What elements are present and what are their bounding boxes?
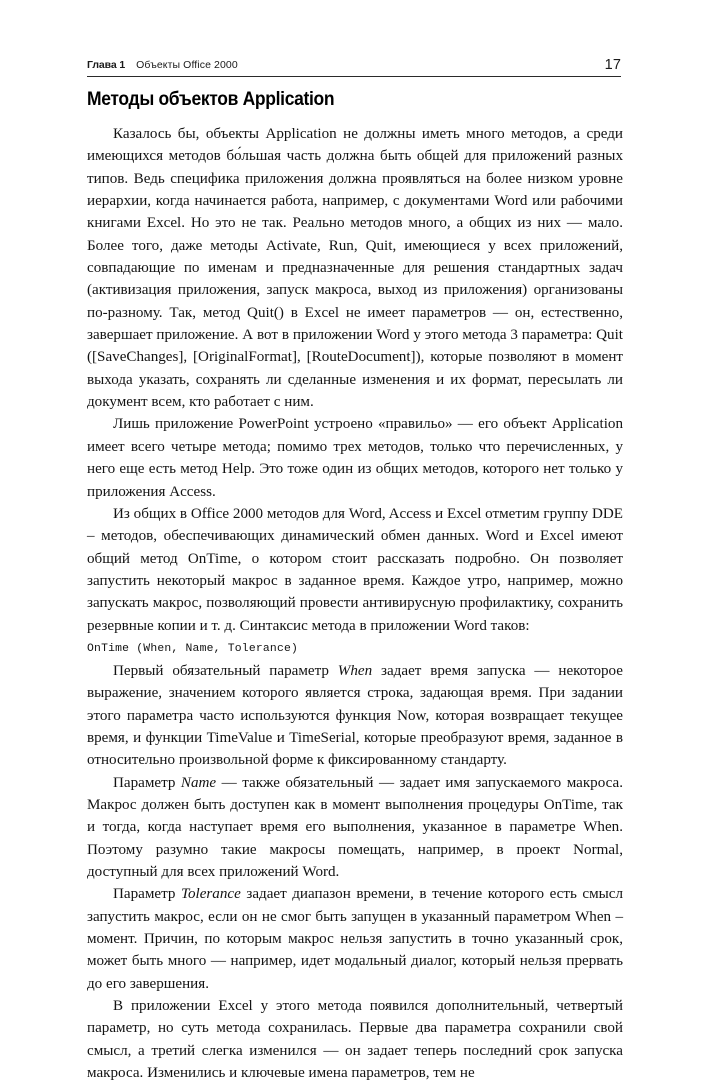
code-line: OnTime (When, Name, Tolerance) <box>87 642 299 655</box>
chapter-title: Объекты Office 2000 <box>136 59 238 71</box>
running-head <box>87 57 621 72</box>
page-number: 17 <box>604 57 621 73</box>
paragraph: Параметр Tolerance задает диапазон времени, в течение которого есть смысл запустить макрос, если он не смог быть запущен в указанный параметром When – момент. Причин, по которым макрос нельзя запустить в точно указанный срок, может быть много — например, идет модальный диалог, который нельзя прервать до его завершения. <box>87 886 623 992</box>
paragraph: Лишь приложение PowerPoint устроено «правильо» — его объект Application имеет всего четыре метода; помимо трех методов, только что перечисленных, у него еще есть метод Help. Это тоже один из общих методов, которого нет только у приложения Access. <box>87 416 623 500</box>
body-column <box>87 123 623 1084</box>
chapter-label: Глава 1 <box>87 59 126 71</box>
paragraph: Первый обязательный параметр When задает время запуска — некоторое выражение, значением которого является строка, задающая время. При задании этого параметра часто используются функция Now, которая возвращает текущее время, и функции TimeValue и TimeSerial, которые преобразуют время, заданное в относительно произвольной форме к фиксированному стандарту. <box>87 662 623 769</box>
paragraph: Казалось бы, объекты Application не должны иметь много методов, а среди имеющихся методов бо́льшая часть должна быть общей для приложений разных типов. Ведь специфика приложения должна проявляться на более низком уровне иерархии, когда начинается работа, например, с документами Word или рабочими книгами Excel. Но это не так. Реально методов много, а общих из них — мало. Более того, даже методы Activate, Run, Quit, имеющиеся у всех приложений, совпадающие по именам и предназначенные для решения стандартных задач (активизация приложения, запуск макроса, выход из приложения) организованы по-разному. Так, метод Quit() в Excel не имеет параметров — он, естественно, завершает приложение. А вот в приложении Word у этого метода 3 параметра: Quit ([SaveChanges], [OriginalFormat], [RouteDocument]), которые позволяют в момент выхода указать, сохранять ли сделанные изменения и их формат, пересылать ли документ всем, кто работает с ним. <box>87 126 623 411</box>
paragraph: Из общих в Office 2000 методов для Word, Access и Excel отметим группу DDE – методов, обеспечивающих динамический обмен данных. Word и Excel имеют общий метод OnTime, о котором стоит рассказать подробно. Он позволяет запустить некоторый макрос в заданное время. Каждое утро, например, можно запускать макрос, позволяющий провести антивирусную профилактику, сохранить резервные копии и т. д. Синтаксис метода в приложении Word таков: <box>87 505 623 634</box>
running-head-left <box>87 59 238 71</box>
paragraph: В приложении Excel у этого метода появился дополнительный, четвертый параметр, но суть метода сохранилась. Первые два параметра сохранили свой смысл, а третий слегка изменился — он задает теперь последний срок запуска макроса. Изменились и ключевые имена параметров, тем не <box>87 998 623 1082</box>
section-heading: Методы объектов Application <box>87 89 335 110</box>
paragraph: Параметр Name — также обязательный — задает имя запускаемого макроса. Макрос должен быть доступен как в момент выполнения процедуры OnTime, так и тогда, когда наступает время его выполнения, указанное в параметре When. Поэтому разумно такие макросы помещать, например, в проект Normal, доступный для всех приложений Word. <box>87 774 624 880</box>
header-rule <box>87 76 621 77</box>
